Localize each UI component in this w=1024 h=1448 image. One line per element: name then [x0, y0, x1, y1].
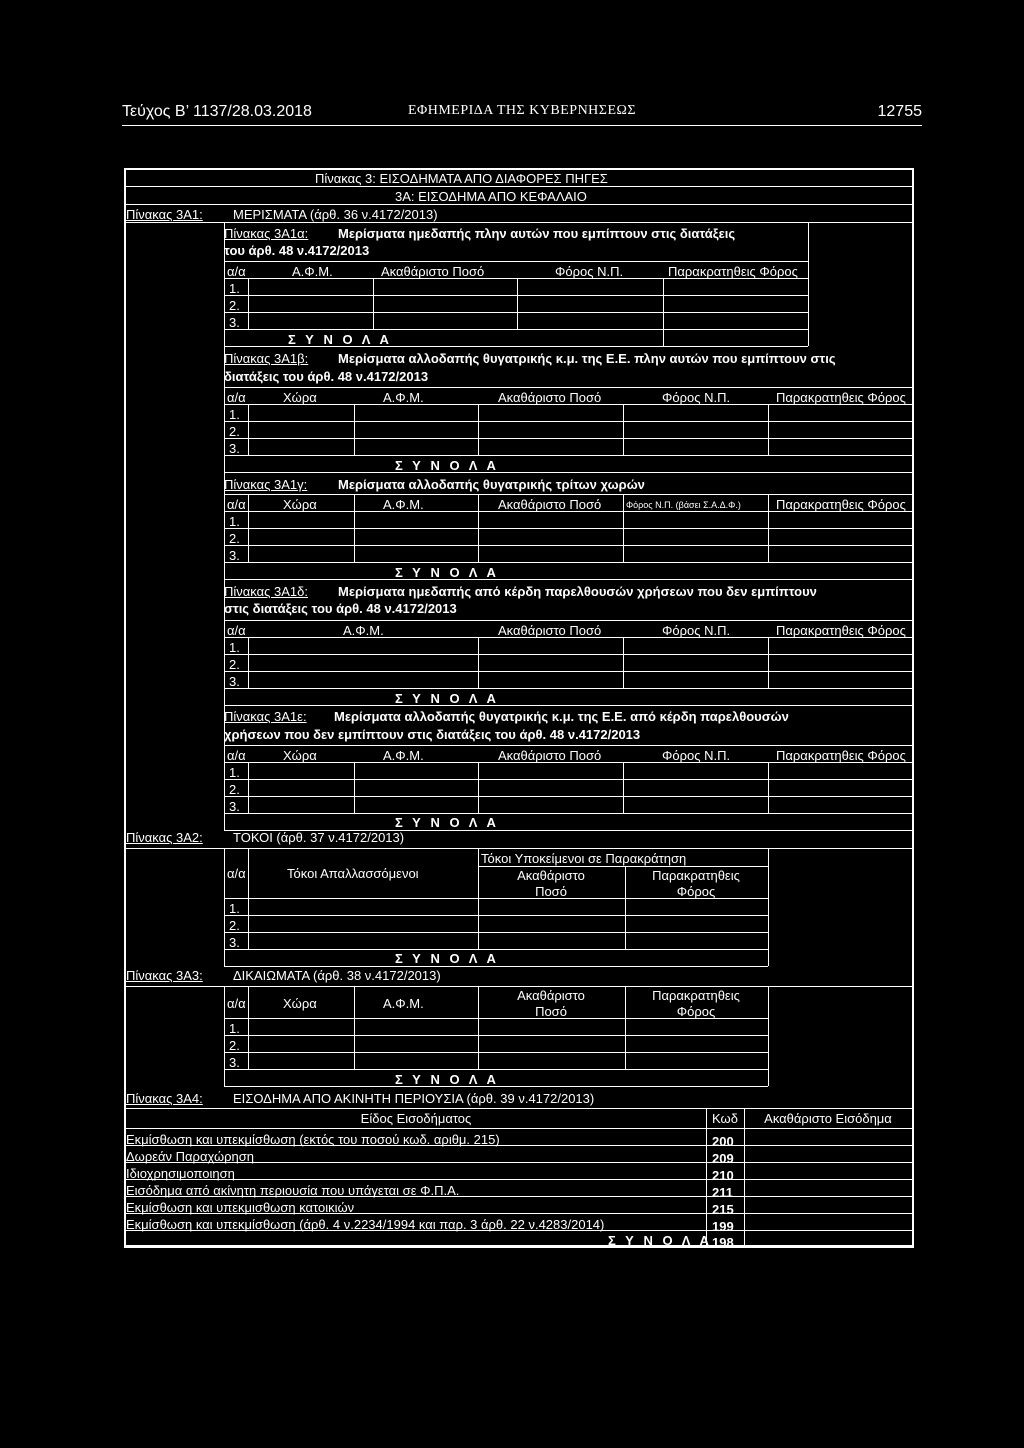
grid-line: [478, 866, 768, 867]
grid-line: [224, 494, 912, 495]
t3a4-total-code: 198: [712, 1235, 734, 1250]
page-number: 12755: [877, 103, 922, 120]
t3a1d-row-2: 2.: [229, 657, 240, 672]
t3a1d-total: Σ Υ Ν Ο Λ Α: [395, 691, 499, 706]
grid-line: [224, 562, 912, 563]
grid-line: [224, 671, 912, 672]
grid-line: [224, 579, 912, 580]
t3a1c-row-3: 3.: [229, 548, 240, 563]
t3a1e-col-taxnp: Φόρος Ν.Π.: [662, 748, 731, 763]
grid-line: [354, 986, 355, 1069]
t3a1c-col-gross: Ακαθάριστο Ποσό: [498, 497, 602, 512]
t3a3-col-gross: Ακαθάριστο: [517, 988, 585, 1003]
grid-line: [768, 637, 769, 688]
t3a1b-label: Πίνακας 3Α1β:: [224, 351, 309, 366]
grid-line: [808, 222, 809, 346]
grid-line: [354, 762, 355, 813]
t3a1a-col-withheld: Παρακρατηθεις Φόρος: [668, 264, 798, 279]
t3a2-col-withheld: Παρακρατηθεις: [652, 868, 740, 883]
t3a1a-col-afm: Α.Φ.Μ.: [292, 264, 333, 279]
grid-line: [224, 528, 912, 529]
t3a1c-label: Πίνακας 3Α1γ:: [224, 477, 308, 492]
t3a1d-col-afm: Α.Φ.Μ.: [343, 623, 384, 638]
t3a4-total-label: Σ Υ Ν Ο Λ Α: [608, 1233, 712, 1248]
grid-line: [224, 966, 768, 967]
issue-number: Τεύχος Β’ 1137/28.03.2018: [122, 103, 312, 120]
grid-line: [768, 404, 769, 455]
grid-line: [224, 421, 912, 422]
grid-line: [478, 404, 479, 455]
t3a3-row-3: 3.: [229, 1055, 240, 1070]
grid-line: [248, 278, 249, 329]
t3a1d-col-taxnp: Φόρος Ν.Π.: [662, 623, 731, 638]
grid-line: [224, 438, 912, 439]
t3a1e-row-2: 2.: [229, 782, 240, 797]
t3a1b-text: Μερίσματα αλλοδαπής θυγατρικής κ.μ. της Ε.Ε. πλην αυτών που εμπίπτουν στις: [338, 351, 836, 366]
t3a1a-text2: του άρθ. 48 ν.4172/2013: [224, 243, 370, 258]
t3a2-label: Πίνακας 3Α2:: [126, 830, 203, 845]
t3a1a-total: Σ Υ Ν Ο Λ Α: [288, 332, 392, 347]
page-header: [122, 103, 922, 125]
t3a4-row-code: 210: [712, 1168, 734, 1183]
grid-line: [224, 261, 808, 262]
t3a1d-col-aa: α/α: [227, 623, 246, 638]
grid-line: [478, 494, 479, 562]
grid-line: [248, 494, 249, 562]
t3a3-col-gross-2: Ποσό: [535, 1004, 567, 1019]
t3a4-row-label: Εκμίσθωση και υπεκμισθωση κατοικιών: [126, 1200, 355, 1215]
grid-line: [663, 329, 664, 346]
t3a2-col-gross: Ακαθάριστο: [517, 868, 585, 883]
grid-line: [744, 1108, 745, 1247]
t3a3-col-country: Χώρα: [283, 996, 317, 1011]
grid-line: [768, 848, 769, 966]
grid-line: [248, 637, 249, 688]
grid-line: [224, 329, 808, 330]
grid-line: [126, 186, 914, 187]
t3a1d-text2: στις διατάξεις του άρθ. 48 ν.4172/2013: [224, 601, 457, 616]
t3a4-text: ΕΙΣΟΔΗΜΑ ΑΠΟ ΑΚΙΝΗΤΗ ΠΕΡΙΟΥΣΙΑ (άρθ. 39 ν.4172/2013): [233, 1091, 595, 1106]
grid-line: [517, 278, 518, 329]
grid-line: [478, 637, 479, 688]
t3a3-col-aa: α/α: [227, 996, 246, 1011]
grid-line: [478, 762, 479, 813]
table3-title: Πίνακας 3: ΕΙΣΟΔΗΜΑΤΑ ΑΠΟ ΔΙΑΦΟΡΕΣ ΠΗΓΕΣ: [315, 171, 608, 186]
grid-line: [224, 545, 912, 546]
t3a3-col-afm: Α.Φ.Μ.: [383, 996, 424, 1011]
t3a1a-row-3: 3.: [229, 315, 240, 330]
grid-line: [126, 1108, 914, 1109]
grid-line: [224, 1069, 768, 1070]
grid-line: [124, 1179, 914, 1180]
t3a4-col-code: Κωδ: [712, 1111, 738, 1126]
grid-line: [224, 472, 912, 473]
t3a2-col-aa: α/α: [227, 866, 246, 881]
t3a1a-row-1: 1.: [229, 281, 240, 296]
t3a1a-col-aa: α/α: [227, 264, 246, 279]
table3a-title: 3Α: ΕΙΣΟΔΗΜΑ ΑΠΟ ΚΕΦΑΛΑΙΟ: [395, 189, 587, 204]
t3a1b-row-2: 2.: [229, 424, 240, 439]
grid-line: [623, 404, 624, 455]
t3a1-label: Πίνακας 3Α1:: [126, 207, 203, 222]
t3a1b-col-country: Χώρα: [283, 390, 317, 405]
gazette-title: ΕΦΗΜΕΡΙΔΑ ΤΗΣ ΚΥΒΕΡΝΗΣΕΩΣ: [407, 103, 637, 118]
grid-line: [224, 1035, 768, 1036]
t3a1a-label: Πίνακας 3Α1α:: [224, 226, 309, 241]
t3a3-label: Πίνακας 3Α3:: [126, 968, 203, 983]
t3a1b-text2: διατάξεις του άρθ. 48 ν.4172/2013: [224, 369, 429, 384]
grid-line: [224, 295, 808, 296]
t3a4-row-label: Εισόδημα από ακίνητη περιουσία που υπάγεται σε Φ.Π.Α.: [126, 1183, 460, 1198]
t3a1a-col-taxnp: Φόρος Ν.Π.: [555, 264, 624, 279]
t3a1d-row-3: 3.: [229, 674, 240, 689]
t3a3-total: Σ Υ Ν Ο Λ Α: [395, 1072, 499, 1087]
grid-line: [224, 848, 225, 966]
t3a1e-text2: χρήσεων που δεν εμπίπτουν στις διατάξεις του άρθ. 48 ν.4172/2013: [224, 727, 641, 742]
t3a1c-row-1: 1.: [229, 514, 240, 529]
t3a4-col-gross: Ακαθάριστο Εισόδημα: [764, 1111, 892, 1126]
t3a1e-row-3: 3.: [229, 799, 240, 814]
t3a3-col-withheld-2: Φόρος: [676, 1004, 716, 1019]
t3a2-col-exempt: Τόκοι Απαλλασσόμενοι: [287, 866, 419, 881]
grid-line: [354, 404, 355, 455]
grid-line: [224, 312, 808, 313]
grid-line: [224, 949, 768, 950]
grid-line: [768, 762, 769, 813]
t3a1e-total: Σ Υ Ν Ο Λ Α: [395, 815, 499, 830]
grid-line: [373, 278, 374, 329]
t3a1b-col-withheld: Παρακρατηθεις Φόρος: [776, 390, 906, 405]
t3a3-text: ΔΙΚΑΙΩΜΑΤΑ (άρθ. 38 ν.4172/2013): [233, 968, 441, 983]
t3a1a-col-gross: Ακαθάριστο Ποσό: [381, 264, 485, 279]
t3a1e-label: Πίνακας 3Α1ε:: [224, 709, 307, 724]
t3a2-total: Σ Υ Ν Ο Λ Α: [395, 951, 499, 966]
t3a1e-col-aa: α/α: [227, 748, 246, 763]
grid-line: [248, 762, 249, 813]
grid-line: [224, 915, 768, 916]
grid-line: [124, 1247, 914, 1248]
grid-line: [224, 745, 912, 746]
t3a1c-row-2: 2.: [229, 531, 240, 546]
t3a1d-row-1: 1.: [229, 640, 240, 655]
grid-line: [623, 637, 624, 688]
t3a4-label: Πίνακας 3Α4:: [126, 1091, 203, 1106]
grid-line: [224, 779, 912, 780]
t3a2-row-1: 1.: [229, 901, 240, 916]
t3a1b-col-aa: α/α: [227, 390, 246, 405]
t3a4-row-label: Ιδιοχρησιμοποιηση: [126, 1166, 235, 1181]
t3a4-row-label: Εκμίσθωση και υπεκμίσθωση (εκτός του ποσού κωδ. αριθμ. 215): [126, 1132, 500, 1147]
t3a1a-row-2: 2.: [229, 298, 240, 313]
t3a1b-row-1: 1.: [229, 407, 240, 422]
grid-line: [248, 986, 249, 1069]
t3a1c-col-taxnp: Φόρος Ν.Π. (βάσει Σ.Α.Δ.Φ.): [626, 500, 741, 510]
grid-line: [768, 494, 769, 562]
header-rule: [122, 125, 922, 126]
grid-line: [224, 688, 912, 689]
t3a4-row-label: Εκμίσθωση και υπεκμίσθωση (άρθ. 4 ν.2234/1994 και παρ. 3 άρθ. 22 ν.4283/2014): [126, 1217, 605, 1232]
grid-line: [224, 813, 912, 814]
t3a2-col-withheld-2: Φόρος: [676, 884, 716, 899]
grid-line: [224, 620, 912, 621]
t3a1c-total: Σ Υ Ν Ο Λ Α: [395, 565, 499, 580]
t3a1c-col-country: Χώρα: [283, 497, 317, 512]
grid-line: [768, 986, 769, 1086]
t3a4-row-code: 211: [712, 1185, 733, 1200]
grid-line: [224, 654, 912, 655]
t3a1e-col-afm: Α.Φ.Μ.: [383, 748, 424, 763]
grid-line: [224, 986, 225, 1086]
t3a2-row-2: 2.: [229, 918, 240, 933]
t3a1d-col-withheld: Παρακρατηθεις Φόρος: [776, 623, 906, 638]
t3a1e-col-withheld: Παρακρατηθεις Φόρος: [776, 748, 906, 763]
t3a1c-col-withheld: Παρακρατηθεις Φόρος: [776, 497, 906, 512]
grid-line: [706, 1108, 707, 1247]
grid-line: [126, 986, 914, 987]
t3a1e-text: Μερίσματα αλλοδαπής θυγατρικής κ.μ. της Ε.Ε. από κέρδη παρελθουσών: [334, 709, 789, 724]
t3a1-text: ΜΕΡΙΣΜΑΤΑ (άρθ. 36 ν.4172/2013): [233, 207, 438, 222]
grid-line: [224, 705, 912, 706]
t3a1d-text: Μερίσματα ημεδαπής από κέρδη παρελθουσών χρήσεων που δεν εμπίπτουν: [338, 584, 817, 599]
t3a1b-col-taxnp: Φόρος Ν.Π.: [662, 390, 731, 405]
t3a4-col-type: Είδος Εισοδήματος: [360, 1111, 472, 1126]
t3a1b-col-gross: Ακαθάριστο Ποσό: [498, 390, 602, 405]
grid-line: [224, 455, 912, 456]
t3a3-col-withheld: Παρακρατηθεις: [652, 988, 740, 1003]
t3a3-row-1: 1.: [229, 1021, 240, 1036]
t3a1b-total: Σ Υ Ν Ο Λ Α: [395, 458, 499, 473]
t3a1c-col-aa: α/α: [227, 497, 246, 512]
t3a1e-col-gross: Ακαθάριστο Ποσό: [498, 748, 602, 763]
grid-line: [354, 494, 355, 562]
grid-line: [126, 204, 914, 205]
grid-line: [623, 762, 624, 813]
t3a4-row-label: Δωρεάν Παραχώρηση: [126, 1149, 254, 1164]
t3a1c-text: Μερίσματα αλλοδαπής θυγατρικής τρίτων χωρών: [338, 477, 645, 492]
t3a1c-col-afm: Α.Φ.Μ.: [383, 497, 424, 512]
t3a1e-row-1: 1.: [229, 765, 240, 780]
grid-line: [224, 932, 768, 933]
grid-line: [126, 222, 914, 223]
grid-line: [124, 1128, 914, 1129]
t3a2-text: ΤΟΚΟΙ (άρθ. 37 ν.4172/2013): [233, 830, 405, 845]
t3a4-row-code: 200: [712, 1134, 734, 1149]
grid-line: [224, 796, 912, 797]
t3a1d-col-gross: Ακαθάριστο Ποσό: [498, 623, 602, 638]
grid-line: [224, 387, 912, 388]
grid-line: [248, 848, 249, 949]
t3a1d-label: Πίνακας 3Α1δ:: [224, 584, 309, 599]
t3a2-col-subject: Τόκοι Υποκείμενοι σε Παρακράτηση: [481, 851, 687, 866]
t3a1a-text: Μερίσματα ημεδαπής πλην αυτών που εμπίπτουν στις διατάξεις: [338, 226, 736, 241]
t3a1b-col-afm: Α.Φ.Μ.: [383, 390, 424, 405]
t3a4-row-code: 199: [712, 1219, 734, 1234]
grid-line: [224, 1052, 768, 1053]
t3a4-row-code: 215: [712, 1202, 734, 1217]
grid-line: [126, 848, 914, 849]
grid-line: [663, 278, 664, 329]
grid-line: [623, 494, 624, 562]
t3a1b-row-3: 3.: [229, 441, 240, 456]
t3a1e-col-country: Χώρα: [283, 748, 317, 763]
t3a4-row-code: 209: [712, 1151, 734, 1166]
t3a2-row-3: 3.: [229, 935, 240, 950]
t3a3-row-2: 2.: [229, 1038, 240, 1053]
t3a2-col-gross-2: Ποσό: [535, 884, 567, 899]
grid-line: [248, 404, 249, 455]
